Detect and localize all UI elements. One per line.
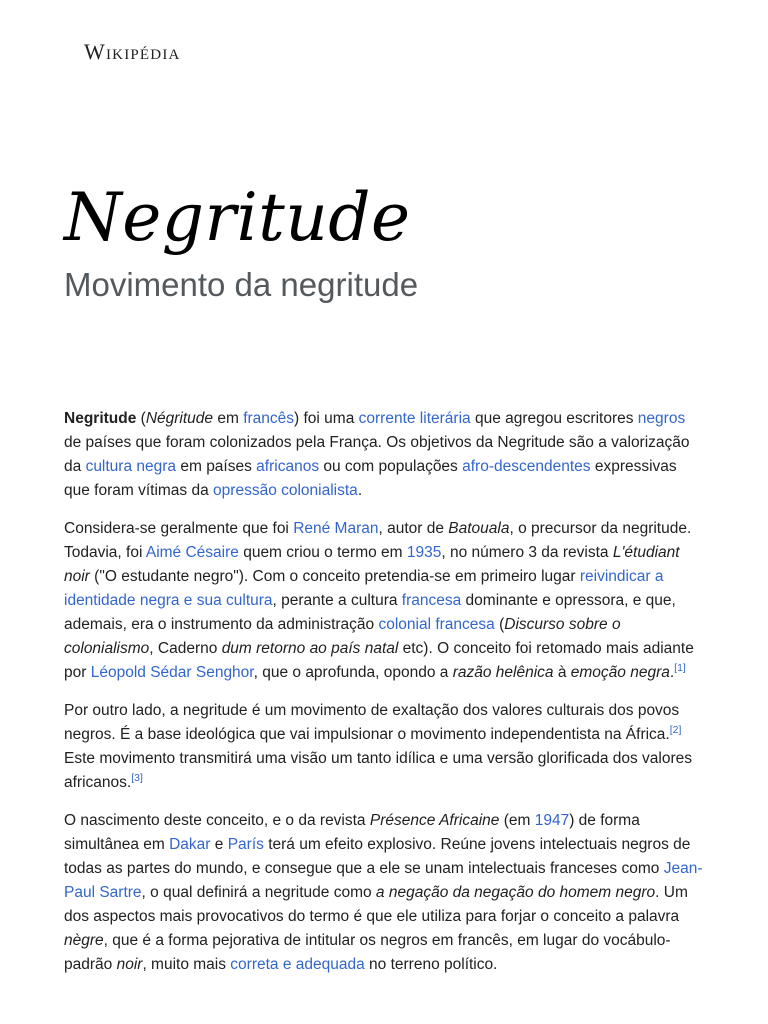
text-run: terá um efeito explosivo. Reúne jovens intelectuais negros de todas as partes do mundo, e consegue que a ele se unam intelectuais franceses como xyxy=(64,836,691,877)
link-negros[interactable]: negros xyxy=(637,410,686,427)
text-run: quem criou o termo em xyxy=(238,544,407,561)
text-run: , Caderno xyxy=(149,640,222,657)
link-africanos[interactable]: africanos xyxy=(256,458,320,475)
text-run: ) de forma simultânea em xyxy=(64,812,640,853)
text-run: , que o aprofunda, opondo a xyxy=(253,664,453,681)
text-run: Por outro lado, a negritude é um movimento de exaltação dos valores culturais dos povos negros. É a base ideológica que vai impulsionar o movimento independentista na África. xyxy=(64,702,680,743)
italic-term: Présence Africaine xyxy=(369,812,500,829)
reference-link-1[interactable]: [1] xyxy=(674,661,686,674)
link-frances[interactable]: francês xyxy=(243,410,295,427)
link-corrente-literaria[interactable]: corrente literária xyxy=(358,410,471,427)
italic-term: Négritude xyxy=(145,410,214,427)
paragraph-intro xyxy=(64,407,706,503)
paragraph-origin xyxy=(64,809,706,977)
text-run: . xyxy=(669,664,675,681)
italic-term: noir xyxy=(116,956,143,973)
italic-term: Discurso sobre o colonialismo xyxy=(64,616,621,657)
text-run: , que é a forma pejorativa de intitular os negros em francês, em lugar do vocábulo-padrão xyxy=(64,932,671,973)
text-run: e xyxy=(210,836,228,853)
text-run: Este movimento transmitirá uma visão um tanto idílica e uma versão glorificada dos valores africanos. xyxy=(64,750,693,791)
text-run: , no número 3 da revista xyxy=(441,544,613,561)
italic-term: razão helênica xyxy=(452,664,554,681)
text-run: , perante a cultura xyxy=(272,592,402,609)
text-run: Considera-se geralmente que foi xyxy=(64,520,294,537)
link-1947[interactable]: 1947 xyxy=(534,812,570,829)
link-jean-paul-sartre[interactable]: Jean-Paul Sartre xyxy=(64,860,703,901)
link-leopold-senghor[interactable]: Léopold Sédar Senghor xyxy=(90,664,254,681)
text-run: , o precursor da negritude. Todavia, foi xyxy=(64,520,692,561)
italic-term: nègre xyxy=(64,932,104,949)
text-run: ( xyxy=(136,410,146,427)
text-run: , autor de xyxy=(378,520,449,537)
text-run: , o qual definirá a negritude como xyxy=(141,884,376,901)
link-cultura-negra[interactable]: cultura negra xyxy=(85,458,177,475)
text-run: dominante e opressora, e que, ademais, era o instrumento da administração xyxy=(64,592,676,633)
italic-term: L'étudiant noir xyxy=(64,544,680,585)
text-run: O nascimento deste conceito, e o da revista xyxy=(64,812,370,829)
lead-term: Negritude xyxy=(64,410,137,427)
link-colonial-francesa[interactable]: colonial francesa xyxy=(378,616,495,633)
text-run: de países que foram colonizados pela França. Os objetivos da Negritude são a valorização da xyxy=(64,434,690,475)
link-rene-maran[interactable]: René Maran xyxy=(293,520,379,537)
link-1935[interactable]: 1935 xyxy=(406,544,442,561)
text-run: expressivas que foram vítimas da xyxy=(64,458,677,499)
link-aime-cesaire[interactable]: Aimé Césaire xyxy=(145,544,239,561)
reference-link-3[interactable]: [3] xyxy=(131,771,143,784)
page-title: Negritude xyxy=(64,179,411,256)
text-run: . Um dos aspectos mais provocativos do termo é que ele utiliza para forjar o conceito a palavra xyxy=(64,884,688,925)
text-run: que agregou escritores xyxy=(470,410,638,427)
link-opressao-colonialista[interactable]: opressão colonialista xyxy=(213,482,358,499)
text-run: ("O estudante negro"). Com o conceito pretendia-se em primeiro lugar xyxy=(89,568,580,585)
text-run: . xyxy=(357,482,363,499)
text-run: em xyxy=(213,410,244,427)
text-run: à xyxy=(553,664,571,681)
link-reivindicar-identidade[interactable]: reivindicar a identidade negra e sua cultura xyxy=(64,568,664,609)
italic-term: a negação da negação do homem negro xyxy=(375,884,656,901)
text-run: ou com populações xyxy=(319,458,463,475)
wikipedia-wordmark[interactable]: Wikipédia xyxy=(84,39,181,64)
link-francesa[interactable]: francesa xyxy=(401,592,462,609)
page-subtitle: Movimento da negritude xyxy=(64,266,419,303)
italic-term: emoção negra xyxy=(570,664,670,681)
italic-term: dum retorno ao país natal xyxy=(221,640,399,657)
text-run: (em xyxy=(499,812,535,829)
text-run: em países xyxy=(176,458,257,475)
text-run: , muito mais xyxy=(142,956,231,973)
link-dakar[interactable]: Dakar xyxy=(169,836,211,853)
text-run: no terreno político. xyxy=(364,956,498,973)
link-paris[interactable]: París xyxy=(227,836,264,853)
text-run: ( xyxy=(494,616,505,633)
article-body xyxy=(64,407,706,991)
italic-term: Batouala xyxy=(448,520,510,537)
text-run: etc). O conceito foi retomado mais adiante por xyxy=(64,640,694,681)
link-afro-descendentes[interactable]: afro-descendentes xyxy=(462,458,591,475)
paragraph-history xyxy=(64,517,706,685)
text-run: ) foi uma xyxy=(294,410,359,427)
link-correta-adequada[interactable]: correta e adequada xyxy=(230,956,365,973)
reference-link-2[interactable]: [2] xyxy=(669,723,682,736)
paragraph-exaltation xyxy=(64,699,706,795)
